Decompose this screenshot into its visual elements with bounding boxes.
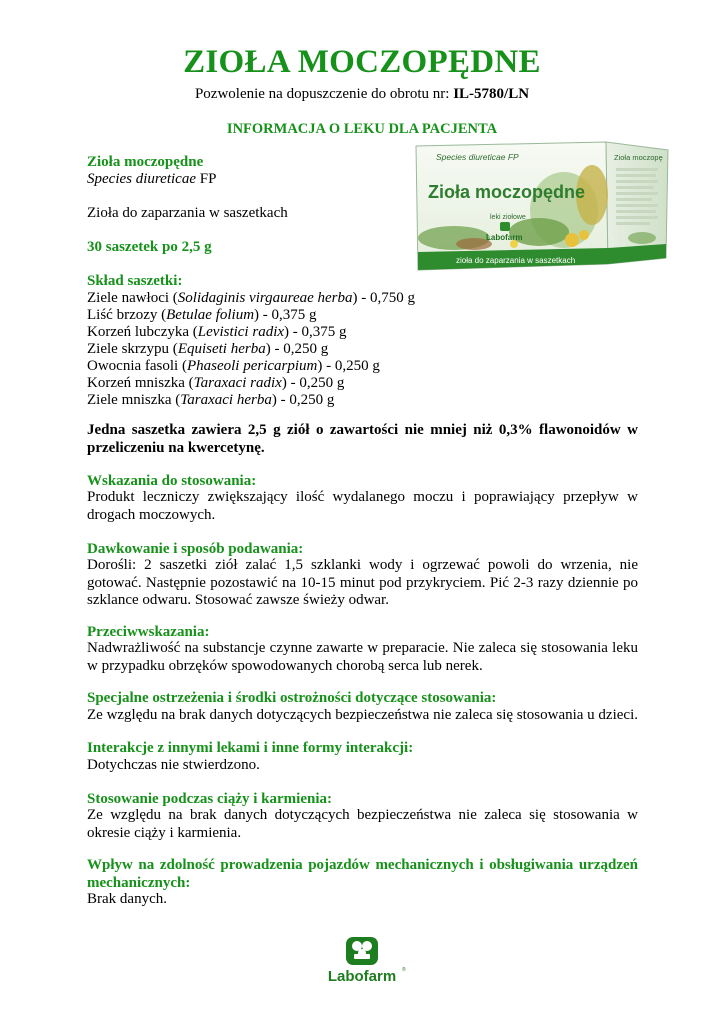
- composition-item: [87, 375, 344, 392]
- item-dose: ) - 0,750 g: [352, 290, 416, 306]
- item-latin: Equiseti herba: [177, 341, 266, 357]
- product-latin-line: [87, 171, 216, 188]
- item-name: Liść brzozy (: [87, 307, 167, 323]
- item-name: Ziele nawłoci (: [87, 290, 178, 306]
- item-dose: ) - 0,250 g: [271, 392, 335, 408]
- item-latin: Betulae folium: [166, 307, 255, 323]
- product-form: Zioła do zaparzania w saszetkach: [87, 205, 288, 221]
- driving-heading: Wpływ na zdolność prowadzenia pojazdów mechanicznych i obsługiwania urządzeń mechanicznych:: [87, 857, 638, 891]
- pregnancy-heading: Stosowanie podczas ciąży i karmienia:: [87, 791, 332, 807]
- composition-item: [87, 358, 380, 375]
- package-latin: Species diureticae FP: [436, 152, 519, 162]
- package-side-title: Zioła moczopę: [614, 153, 663, 162]
- contraindications-heading: Przeciwwskazania:: [87, 624, 210, 640]
- product-name: Zioła moczopędne: [87, 154, 204, 170]
- item-dose: ) - 0,375 g: [254, 307, 317, 323]
- pregnancy-text: Ze względu na brak danych dotyczących bezpieczeństwa nie zaleca się stosowania w okresie ciąży i karmienia.: [87, 807, 638, 841]
- composition-note: Jedna saszetka zawiera 2,5 g ziół o zawartości nie mniej niż 0,3% flawonoidów w przeliczeniu na kwercetynę.: [87, 422, 638, 456]
- package-brand: Labofarm: [486, 233, 523, 242]
- composition-item: [87, 341, 328, 358]
- product-package-image: [414, 140, 670, 276]
- contraindications-text: Nadwrażliwość na substancje czynne zawarte w preparacie. Nie zaleca się stosowania leku w przypadku obrzęków spowodowanych chorobą serca lub nerek.: [87, 640, 638, 674]
- item-latin: Solidaginis virgaureae herba: [177, 290, 353, 306]
- package-title: Zioła moczopędne: [428, 182, 586, 202]
- document-title: ZIOŁA MOCZOPĘDNE: [183, 44, 541, 80]
- interactions-heading: Interakcje z innymi lekami i inne formy interakcji:: [87, 740, 414, 756]
- indications-text: Produkt leczniczy zwiększający ilość wydalanego moczu i poprawiający przepływ w drogach moczowych.: [87, 489, 638, 523]
- product-pack: 30 saszetek po 2,5 g: [87, 239, 212, 255]
- composition-item: [87, 307, 317, 324]
- product-latin-name: Species diureticae: [87, 171, 196, 187]
- composition-item: [87, 324, 347, 341]
- composition-item: [87, 290, 415, 307]
- package-logo-icon: [500, 222, 510, 231]
- item-dose: ) - 0,250 g: [265, 341, 329, 357]
- item-dose: ) - 0,250 g: [281, 375, 345, 391]
- item-dose: ) - 0,375 g: [284, 324, 347, 340]
- permit-label: Pozwolenie na dopuszczenie do obrotu nr:: [194, 86, 450, 102]
- permit-number: IL-5780/LN: [453, 86, 530, 102]
- interactions-text: Dotychczas nie stwierdzono.: [87, 757, 260, 773]
- labofarm-logo: [318, 937, 406, 985]
- labofarm-logo-text: Labofarm: [327, 968, 397, 985]
- item-dose: ) - 0,250 g: [317, 358, 380, 374]
- warnings-heading: Specjalne ostrzeżenia i środki ostrożności dotyczące stosowania:: [87, 690, 497, 706]
- item-latin: Phaseoli pericarpium: [186, 358, 318, 374]
- item-name: Ziele mniszka (: [87, 392, 181, 408]
- info-heading: INFORMACJA O LEKU DLA PACJENTA: [226, 121, 498, 137]
- package-tag: leki ziołowe: [490, 214, 526, 221]
- composition-item: [87, 392, 334, 409]
- item-name: Korzeń mniszka (: [87, 375, 194, 391]
- permit-line: [0, 86, 724, 103]
- dosage-text: Dorośli: 2 saszetki ziół zalać 1,5 szklanki wody i ogrzewać powoli do wrzenia, nie gotować. Następnie pozostawić na 10-15 minut pod przykryciem. Pić 2-3 razy dziennie po szklance odwaru. Stosować zawsze świeży odwar.: [87, 557, 638, 608]
- package-footer: zioła do zaparzania w saszetkach: [456, 256, 576, 265]
- dosage-heading: Dawkowanie i sposób podawania:: [87, 541, 304, 557]
- item-name: Korzeń lubczyka (: [87, 324, 198, 340]
- driving-text: Brak danych.: [87, 891, 167, 907]
- registered-mark-icon: ®: [402, 967, 406, 973]
- item-name: Ziele skrzypu (: [87, 341, 178, 357]
- item-latin: Levistici radix: [197, 324, 285, 340]
- item-name: Owocnia fasoli (: [87, 358, 187, 374]
- composition-heading: Skład saszetki:: [87, 273, 183, 289]
- product-latin-suffix: FP: [195, 171, 217, 187]
- warnings-text: Ze względu na brak danych dotyczących bezpieczeństwa nie zaleca się stosowania u dzieci.: [87, 707, 638, 723]
- item-latin: Taraxaci radix: [193, 375, 282, 391]
- item-latin: Taraxaci herba: [180, 392, 272, 408]
- indications-heading: Wskazania do stosowania:: [87, 473, 257, 489]
